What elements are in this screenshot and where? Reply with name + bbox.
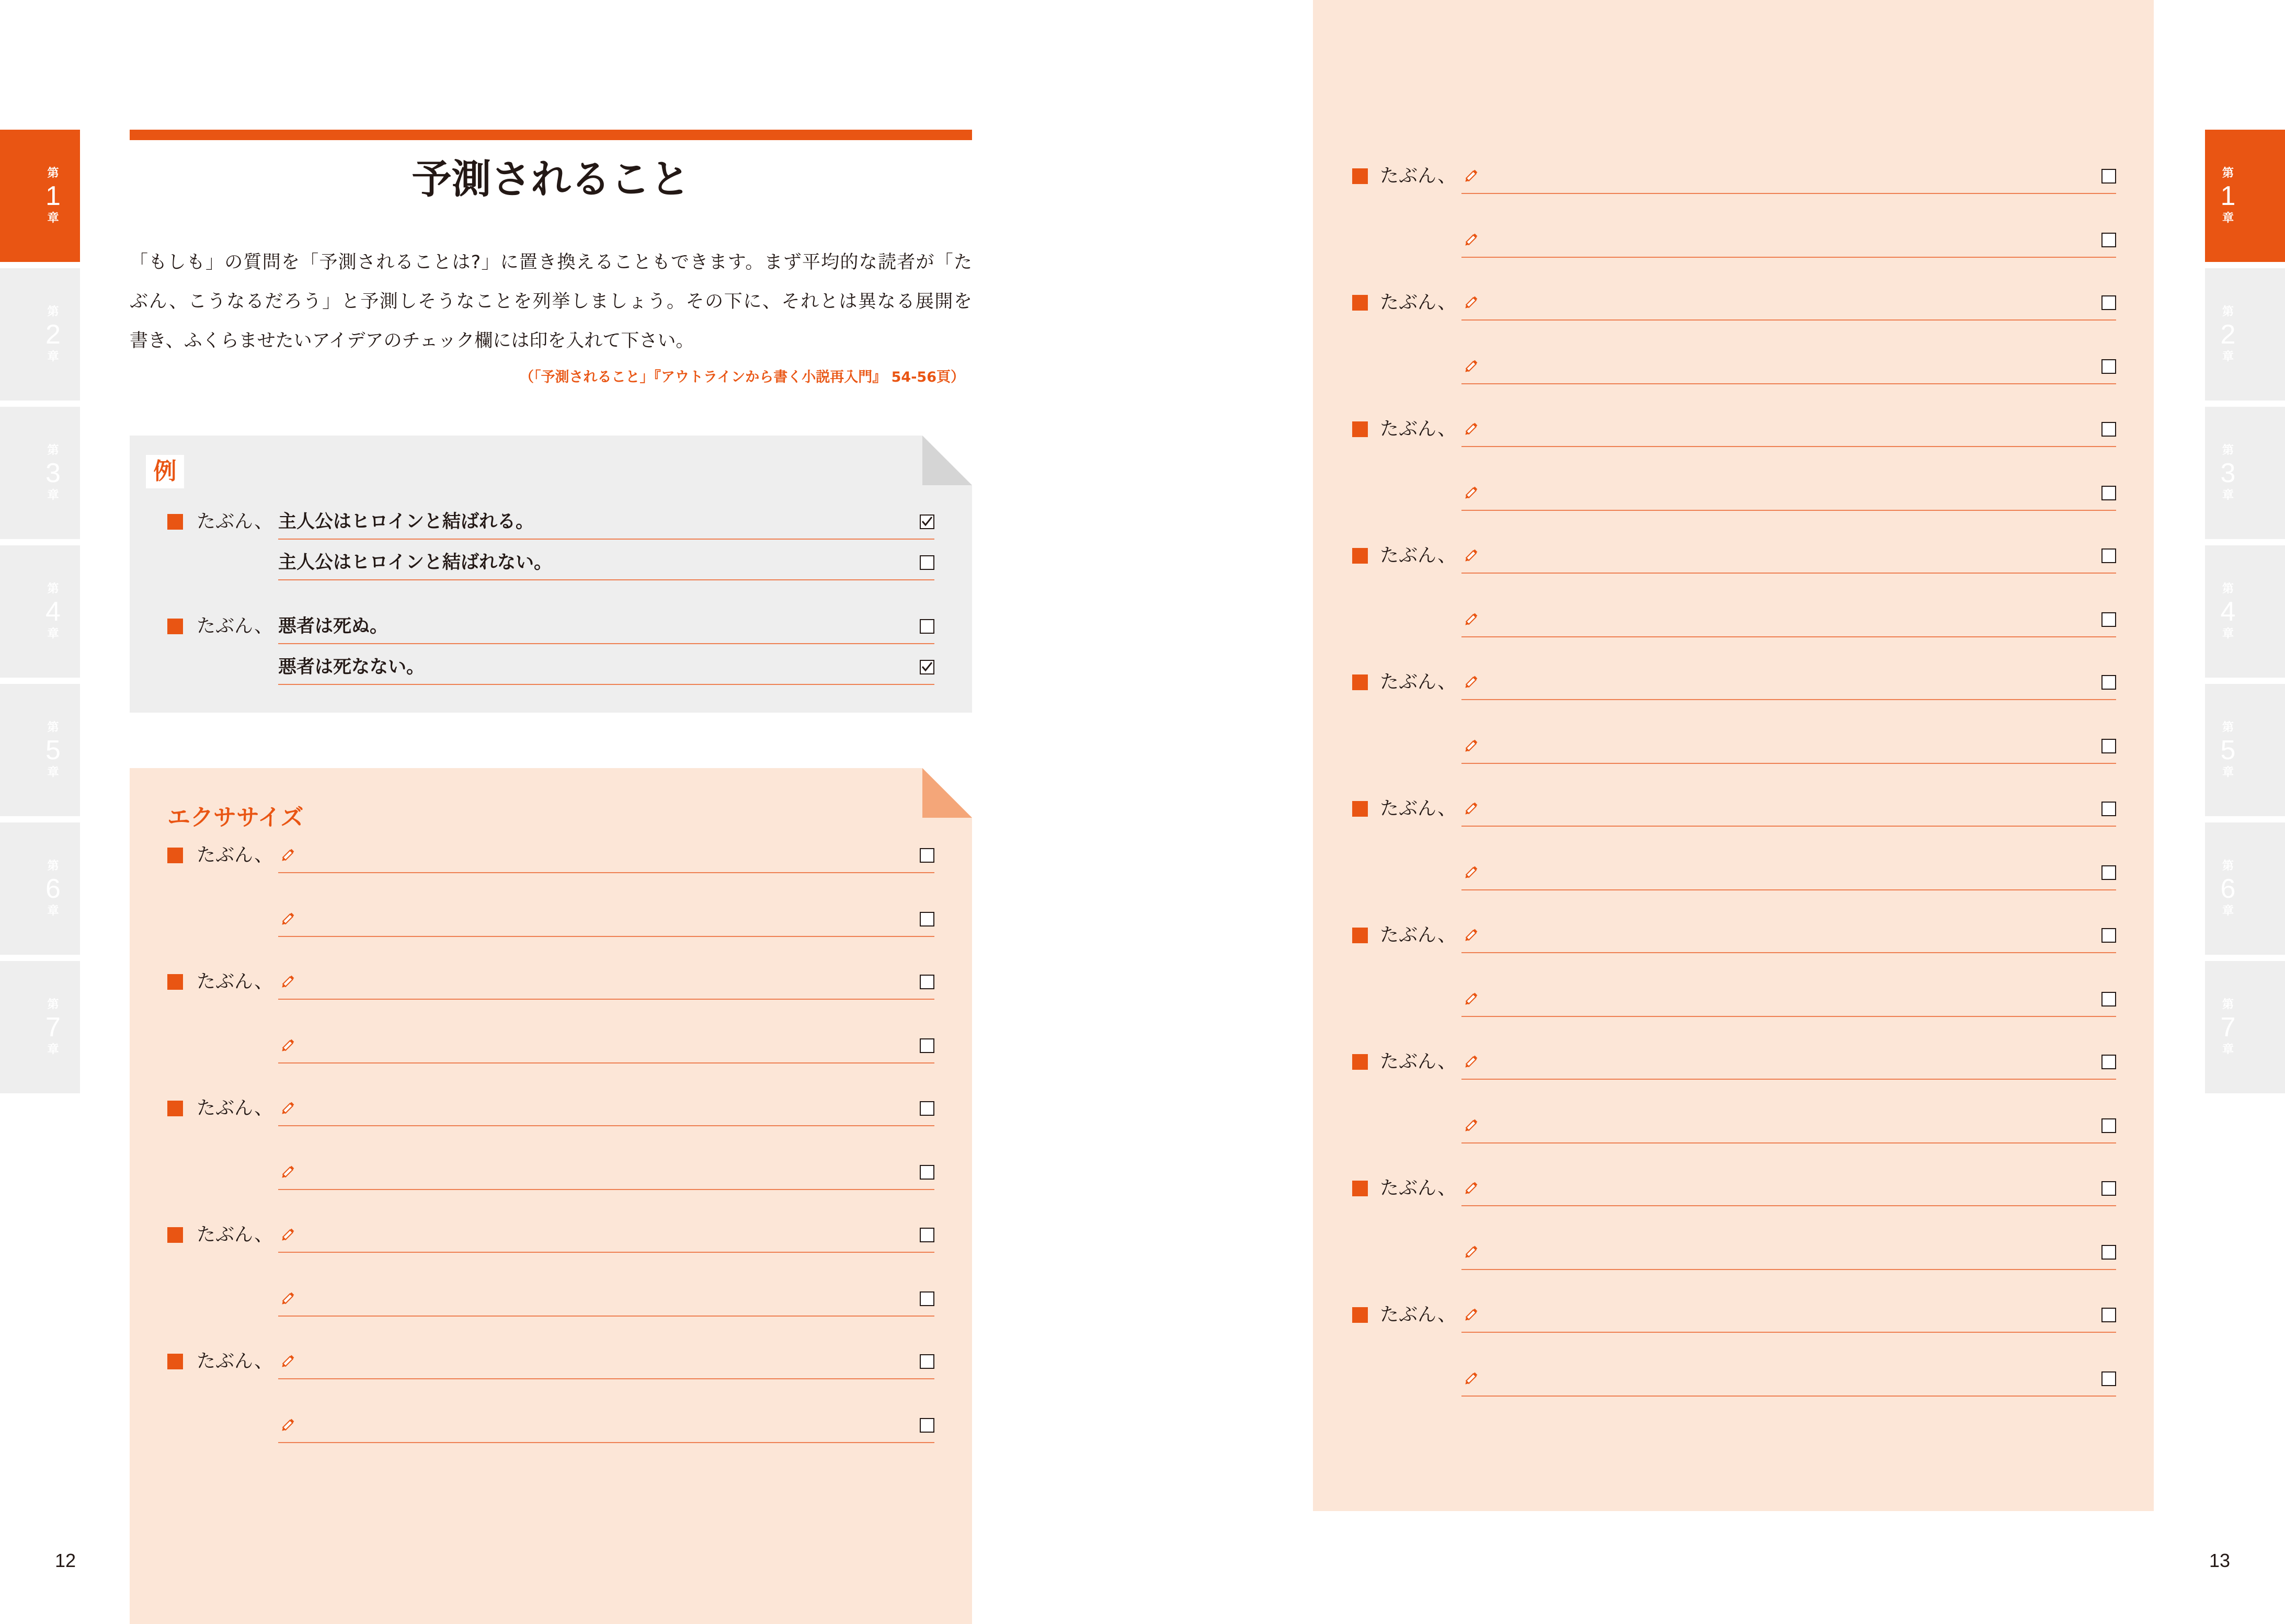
answer-line[interactable] xyxy=(1461,1142,2116,1143)
answer-line[interactable] xyxy=(1461,699,2116,700)
alternative-row xyxy=(1313,477,2154,509)
intro-paragraph xyxy=(130,243,972,361)
alternative-row xyxy=(1313,224,2154,256)
prediction-row xyxy=(1313,540,2154,571)
bullet-square-icon xyxy=(167,619,183,634)
chapter-tab-prefix: 第 xyxy=(2222,998,2234,1011)
chapter-tab-left xyxy=(0,961,80,1093)
checkbox xyxy=(920,619,934,634)
prediction-row xyxy=(130,611,972,642)
checked-checkbox xyxy=(920,514,934,529)
chapter-tab-right xyxy=(2205,961,2285,1093)
checkbox[interactable] xyxy=(2101,675,2116,690)
pencil-icon xyxy=(1461,926,1480,945)
intro-line: 書き、ふくらませたいアイデアのチェック欄には印を入れて下さい。 xyxy=(130,330,694,351)
chapter-tab-number: 6 xyxy=(2220,873,2236,904)
answer-line[interactable] xyxy=(1461,1016,2116,1017)
chapter-tab-number: 1 xyxy=(45,180,61,211)
alternative-row xyxy=(1313,1110,2154,1141)
checkbox[interactable] xyxy=(2101,1055,2116,1069)
page-title: 予測されること xyxy=(412,156,690,202)
chapter-tab-left xyxy=(0,822,80,955)
chapter-tab-prefix: 第 xyxy=(47,720,59,734)
alternative-row xyxy=(130,1030,972,1061)
pencil-icon xyxy=(1461,1179,1480,1198)
answer-text: 悪者は死なない。 xyxy=(278,657,425,678)
pencil-icon xyxy=(278,1416,297,1435)
answer-line[interactable] xyxy=(278,1189,934,1190)
chapter-tab-number: 4 xyxy=(2220,596,2236,627)
chapter-tab-number: 3 xyxy=(45,458,61,488)
checkbox[interactable] xyxy=(920,1291,934,1306)
chapter-tabs-right xyxy=(2205,0,2285,1624)
prediction-lead: たぶん、 xyxy=(1380,1177,1457,1199)
prediction-lead: たぶん、 xyxy=(1380,1051,1457,1072)
checkbox[interactable] xyxy=(920,1354,934,1369)
bullet-square-icon xyxy=(1352,168,1368,184)
answer-line[interactable] xyxy=(278,1125,934,1126)
answer-line[interactable] xyxy=(1461,257,2116,258)
answer-panel xyxy=(1313,0,2154,1511)
pencil-icon xyxy=(278,1352,297,1371)
checkbox[interactable] xyxy=(920,1038,934,1053)
chapter-tab-suffix: 章 xyxy=(2222,350,2234,363)
chapter-tab-left xyxy=(0,545,80,678)
chapter-tab-number: 6 xyxy=(45,873,61,904)
checkbox[interactable] xyxy=(2101,739,2116,753)
answer-line[interactable] xyxy=(1461,1079,2116,1080)
chapter-tab-prefix: 第 xyxy=(47,582,59,596)
chapter-tab-number: 5 xyxy=(45,735,61,765)
chapter-tab-suffix: 章 xyxy=(47,488,59,502)
pencil-icon xyxy=(1461,1053,1480,1071)
bullet-square-icon xyxy=(1352,801,1368,817)
checkbox[interactable] xyxy=(2101,169,2116,184)
exercise-box xyxy=(130,768,972,1624)
chapter-tab-suffix: 章 xyxy=(2222,904,2234,918)
alternative-row xyxy=(130,1283,972,1314)
bullet-square-icon xyxy=(167,514,183,530)
pencil-icon xyxy=(1461,799,1480,818)
chapter-tab-prefix: 第 xyxy=(2222,582,2234,596)
bullet-square-icon xyxy=(1352,928,1368,943)
chapter-tab-prefix: 第 xyxy=(2222,166,2234,180)
alternative-row xyxy=(130,547,972,578)
chapter-tab-right xyxy=(2205,268,2285,401)
prediction-row xyxy=(130,966,972,998)
pencil-icon xyxy=(1461,293,1480,312)
bullet-square-icon xyxy=(1352,295,1368,311)
pencil-icon xyxy=(1461,737,1480,756)
chapter-tab-suffix: 章 xyxy=(47,211,59,225)
answer-line[interactable] xyxy=(1461,446,2116,447)
answer-line[interactable] xyxy=(1461,636,2116,637)
pencil-icon xyxy=(278,1099,297,1118)
fold-corner xyxy=(922,436,972,485)
prediction-lead: たぶん、 xyxy=(1380,671,1457,693)
checkbox[interactable] xyxy=(2101,802,2116,816)
pencil-icon xyxy=(1461,420,1480,439)
alternative-row xyxy=(130,1410,972,1441)
answer-line[interactable] xyxy=(1461,826,2116,827)
answer-line[interactable] xyxy=(278,936,934,937)
right-page xyxy=(1142,0,2285,1624)
bullet-square-icon xyxy=(1352,674,1368,690)
chapter-tab-right xyxy=(2205,684,2285,816)
chapter-tab-prefix: 第 xyxy=(2222,859,2234,873)
prediction-row xyxy=(1313,1046,2154,1078)
pencil-icon xyxy=(1461,167,1480,186)
chapter-tab-number: 7 xyxy=(45,1012,61,1043)
pencil-icon xyxy=(278,1163,297,1182)
checkbox[interactable] xyxy=(2101,928,2116,943)
checkbox[interactable] xyxy=(2101,992,2116,1007)
checkbox xyxy=(920,555,934,570)
answer-line[interactable] xyxy=(278,1062,934,1063)
prediction-row xyxy=(1313,287,2154,318)
answer-line[interactable] xyxy=(278,1252,934,1253)
pencil-icon xyxy=(1461,1369,1480,1388)
prediction-lead: たぶん、 xyxy=(197,1224,273,1245)
fold-corner xyxy=(922,768,972,818)
checkbox[interactable] xyxy=(2101,233,2116,247)
bullet-square-icon xyxy=(1352,1307,1368,1323)
bullet-square-icon xyxy=(1352,1054,1368,1070)
prediction-row xyxy=(1313,920,2154,951)
pencil-icon xyxy=(1461,673,1480,692)
bullet-square-icon xyxy=(167,974,183,990)
chapter-tab-prefix: 第 xyxy=(2222,720,2234,734)
chapter-tab-suffix: 章 xyxy=(2222,627,2234,641)
prediction-lead: たぶん、 xyxy=(1380,418,1457,440)
answer-text: 主人公はヒロインと結ばれない。 xyxy=(278,552,552,573)
chapter-tab-right xyxy=(2205,822,2285,955)
prediction-row xyxy=(130,1219,972,1251)
checkbox[interactable] xyxy=(2101,548,2116,563)
intro-line: 「もしも」の質問を「予測されることは?」に置き換えることもできます。まず平均的な読者が「た xyxy=(130,252,972,273)
prediction-lead: たぶん、 xyxy=(197,844,273,866)
chapter-tab-prefix: 第 xyxy=(47,998,59,1011)
checkbox[interactable] xyxy=(920,1228,934,1242)
prediction-lead: たぶん、 xyxy=(197,615,273,637)
chapter-tab-suffix: 章 xyxy=(2222,211,2234,225)
page-number: 13 xyxy=(2209,1550,2231,1571)
checkbox[interactable] xyxy=(920,848,934,863)
answer-line[interactable] xyxy=(1461,319,2116,321)
chapter-tab-suffix: 章 xyxy=(2222,488,2234,502)
pencil-icon xyxy=(1461,610,1480,629)
example-box xyxy=(130,436,972,713)
prediction-row xyxy=(130,1093,972,1124)
answer-text: 悪者は死ぬ。 xyxy=(278,616,389,637)
prediction-row xyxy=(1313,1299,2154,1331)
chapter-tab-suffix: 章 xyxy=(47,627,59,641)
prediction-lead: たぶん、 xyxy=(197,1351,273,1372)
answer-line[interactable] xyxy=(1461,763,2116,764)
checkbox[interactable] xyxy=(2101,1118,2116,1133)
chapter-tab-number: 7 xyxy=(2220,1012,2236,1043)
chapter-tab-suffix: 章 xyxy=(47,350,59,363)
checkbox[interactable] xyxy=(2101,359,2116,374)
left-page xyxy=(0,0,1142,1624)
chapter-tab-right xyxy=(2205,407,2285,539)
prediction-lead: たぶん、 xyxy=(1380,798,1457,819)
chapter-tab-suffix: 章 xyxy=(2222,1043,2234,1056)
checkbox[interactable] xyxy=(2101,1308,2116,1322)
prediction-row xyxy=(1313,667,2154,698)
chapter-tab-prefix: 第 xyxy=(47,166,59,180)
alternative-row xyxy=(1313,857,2154,888)
prediction-lead: たぶん、 xyxy=(1380,292,1457,313)
answer-line[interactable] xyxy=(278,1378,934,1379)
answer-line[interactable] xyxy=(1461,573,2116,574)
chapter-tab-number: 2 xyxy=(45,319,61,350)
prediction-row xyxy=(1313,793,2154,825)
alternative-row xyxy=(1313,604,2154,635)
answer-line[interactable] xyxy=(278,1442,934,1443)
prediction-row xyxy=(130,506,972,537)
chapter-tab-prefix: 第 xyxy=(47,305,59,318)
checkbox[interactable] xyxy=(2101,295,2116,310)
pencil-icon xyxy=(278,1289,297,1308)
answer-line[interactable] xyxy=(278,872,934,873)
chapter-tab-suffix: 章 xyxy=(47,765,59,779)
answer-line xyxy=(278,643,934,644)
checkbox[interactable] xyxy=(2101,1371,2116,1386)
answer-line[interactable] xyxy=(1461,510,2116,511)
bullet-square-icon xyxy=(167,848,183,863)
alternative-row xyxy=(1313,983,2154,1015)
checkbox[interactable] xyxy=(920,975,934,989)
answer-line[interactable] xyxy=(1461,1269,2116,1270)
answer-line xyxy=(278,539,934,540)
answer-line[interactable] xyxy=(1461,193,2116,194)
checkbox[interactable] xyxy=(2101,612,2116,627)
chapter-tab-number: 3 xyxy=(2220,458,2236,488)
alternative-row xyxy=(130,651,972,683)
checkbox[interactable] xyxy=(2101,422,2116,437)
chapter-tab-prefix: 第 xyxy=(47,443,59,457)
checkbox[interactable] xyxy=(920,912,934,927)
pencil-icon xyxy=(278,846,297,865)
pencil-icon xyxy=(1461,546,1480,565)
pencil-icon xyxy=(1461,1116,1480,1135)
checkbox[interactable] xyxy=(920,1165,934,1180)
pencil-icon xyxy=(1461,484,1480,502)
bullet-square-icon xyxy=(167,1354,183,1369)
answer-line[interactable] xyxy=(1461,1396,2116,1397)
prediction-row xyxy=(130,1346,972,1377)
bullet-square-icon xyxy=(1352,548,1368,564)
checkbox[interactable] xyxy=(2101,1245,2116,1260)
prediction-row xyxy=(1313,1173,2154,1204)
pencil-icon xyxy=(278,1036,297,1055)
prediction-lead: たぶん、 xyxy=(1380,165,1457,187)
chapter-tab-number: 5 xyxy=(2220,735,2236,765)
checked-checkbox xyxy=(920,660,934,674)
prediction-lead: たぶん、 xyxy=(197,511,273,532)
chapter-tab-suffix: 章 xyxy=(47,904,59,918)
alternative-row xyxy=(1313,1363,2154,1394)
chapter-tab-left xyxy=(0,684,80,816)
answer-line[interactable] xyxy=(1461,952,2116,953)
bullet-square-icon xyxy=(1352,1181,1368,1196)
checkbox[interactable] xyxy=(920,1101,934,1116)
citation: （「予測されること」『アウトラインから書く小説再入門』 54-56頁） xyxy=(520,369,965,385)
pencil-icon xyxy=(1461,863,1480,882)
prediction-row xyxy=(130,840,972,871)
prediction-row xyxy=(1313,414,2154,445)
exercise-label: エクササイズ xyxy=(167,804,304,831)
chapter-tab-number: 4 xyxy=(45,596,61,627)
pencil-icon xyxy=(278,1226,297,1244)
prediction-lead: たぶん、 xyxy=(197,971,273,992)
alternative-row xyxy=(130,1157,972,1188)
answer-line[interactable] xyxy=(1461,889,2116,890)
alternative-row xyxy=(130,904,972,935)
answer-line[interactable] xyxy=(1461,1205,2116,1206)
answer-line xyxy=(278,684,934,685)
chapter-tab-number: 2 xyxy=(2220,319,2236,350)
pencil-icon xyxy=(1461,231,1480,249)
answer-line xyxy=(278,579,934,580)
prediction-lead: たぶん、 xyxy=(1380,545,1457,566)
prediction-lead: たぶん、 xyxy=(1380,924,1457,946)
pencil-icon xyxy=(1461,1243,1480,1262)
chapter-tab-prefix: 第 xyxy=(2222,305,2234,318)
page-number: 12 xyxy=(54,1550,76,1571)
title-rule xyxy=(130,130,972,140)
answer-text: 主人公はヒロインと結ばれる。 xyxy=(278,511,534,532)
chapter-tab-left xyxy=(0,268,80,401)
checkbox[interactable] xyxy=(2101,486,2116,500)
pencil-icon xyxy=(278,910,297,929)
chapter-tab-right xyxy=(2205,130,2285,262)
answer-line[interactable] xyxy=(1461,1332,2116,1333)
pencil-icon xyxy=(1461,357,1480,376)
chapter-tab-suffix: 章 xyxy=(47,1043,59,1056)
prediction-lead: たぶん、 xyxy=(1380,1304,1457,1325)
pencil-icon xyxy=(1461,1306,1480,1324)
answer-line[interactable] xyxy=(278,999,934,1000)
chapter-tabs-left xyxy=(0,0,80,1624)
prediction-lead: たぶん、 xyxy=(197,1097,273,1119)
bullet-square-icon xyxy=(167,1101,183,1116)
chapter-tab-suffix: 章 xyxy=(2222,765,2234,779)
bullet-square-icon xyxy=(167,1227,183,1243)
bullet-square-icon xyxy=(1352,421,1368,437)
example-label: 例 xyxy=(146,455,184,488)
chapter-tab-prefix: 第 xyxy=(47,859,59,873)
prediction-row xyxy=(1313,161,2154,192)
checkbox[interactable] xyxy=(2101,865,2116,880)
pencil-icon xyxy=(1461,990,1480,1009)
answer-line[interactable] xyxy=(1461,383,2116,384)
pencil-icon xyxy=(278,973,297,991)
intro-line: ぶん、こうなるだろう」と予測しそうなことを列挙しましょう。その下に、それとは異なる展開を xyxy=(130,291,972,312)
answer-line[interactable] xyxy=(278,1316,934,1317)
chapter-tab-left xyxy=(0,407,80,539)
alternative-row xyxy=(1313,730,2154,762)
chapter-tab-right xyxy=(2205,545,2285,678)
chapter-tab-left xyxy=(0,130,80,262)
checkbox[interactable] xyxy=(920,1418,934,1433)
alternative-row xyxy=(1313,351,2154,382)
chapter-tab-number: 1 xyxy=(2220,180,2236,211)
checkbox[interactable] xyxy=(2101,1181,2116,1196)
chapter-tab-prefix: 第 xyxy=(2222,443,2234,457)
alternative-row xyxy=(1313,1237,2154,1268)
